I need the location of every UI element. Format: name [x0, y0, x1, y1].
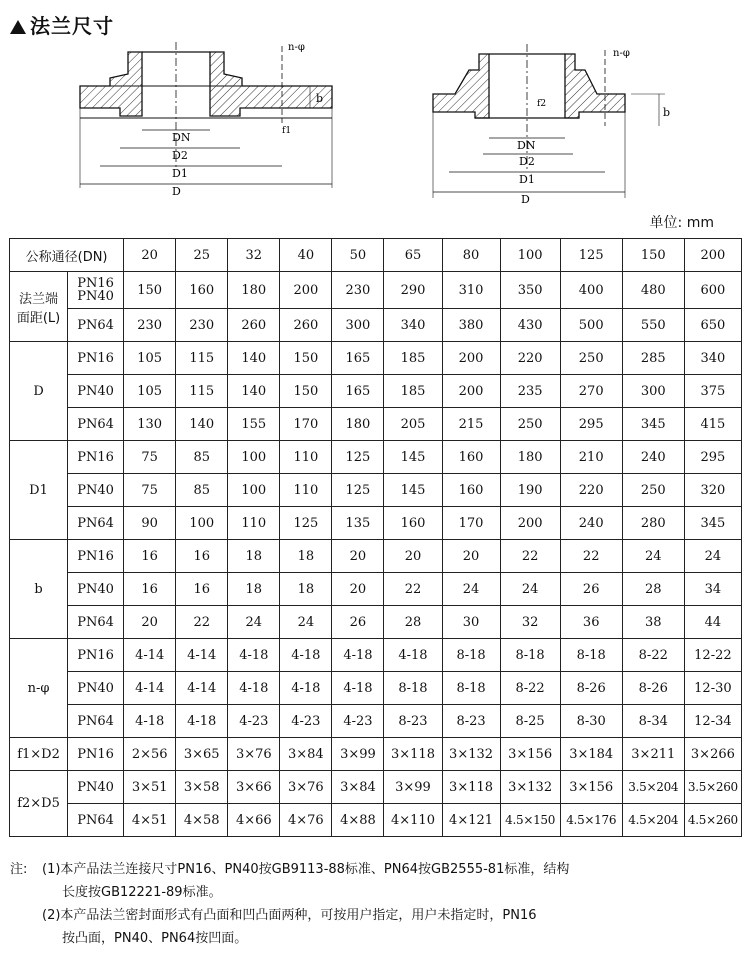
value-cell: 230: [176, 309, 228, 342]
value-cell: 220: [500, 342, 560, 375]
value-cell: 135: [332, 507, 384, 540]
value-cell: 18: [228, 573, 280, 606]
value-cell: 4-18: [384, 639, 442, 672]
value-cell: 340: [384, 309, 442, 342]
b-label: b: [663, 106, 671, 119]
value-cell: 345: [684, 507, 741, 540]
table-row: [10, 474, 742, 507]
value-cell: 8-18: [560, 639, 622, 672]
value-cell: 3×99: [384, 771, 442, 804]
value-cell: 230: [332, 272, 384, 309]
notes: [10, 858, 742, 950]
unit-label: 单位: mm: [649, 215, 714, 231]
value-cell: 20: [384, 540, 442, 573]
value-cell: 28: [622, 573, 684, 606]
pn-label: PN16: [68, 441, 124, 474]
value-cell: 100: [228, 441, 280, 474]
dn-label: DN: [172, 131, 191, 144]
value-cell: 8-34: [622, 705, 684, 738]
value-cell: 4×110: [384, 804, 442, 837]
value-cell: 34: [684, 573, 741, 606]
value-cell: 345: [622, 408, 684, 441]
value-cell: 30: [442, 606, 500, 639]
pn-label: PN64: [68, 408, 124, 441]
value-cell: 16: [124, 573, 176, 606]
value-cell: 350: [500, 272, 560, 309]
value-cell: 400: [560, 272, 622, 309]
value-cell: 115: [176, 375, 228, 408]
value-cell: 280: [622, 507, 684, 540]
header-label: 公称通径(DN): [10, 239, 124, 272]
value-cell: 24: [280, 606, 332, 639]
table-row: [10, 272, 742, 309]
group-label: D1: [10, 441, 68, 540]
value-cell: 4.5×204: [622, 804, 684, 837]
value-cell: 26: [332, 606, 384, 639]
value-cell: 4-18: [332, 672, 384, 705]
value-cell: 230: [124, 309, 176, 342]
pn-line: PN64: [77, 317, 114, 333]
value-cell: 18: [280, 573, 332, 606]
note-line: 长度按GB12221-89标准。: [62, 885, 222, 900]
value-cell: 4-14: [176, 672, 228, 705]
value-cell: 24: [622, 540, 684, 573]
value-cell: 75: [124, 474, 176, 507]
pn-line: PN16: [77, 276, 114, 291]
d-label: D: [172, 185, 181, 198]
group-label-line: 面距(L): [16, 310, 61, 326]
pn-label: PN40: [68, 672, 124, 705]
value-cell: 8-22: [622, 639, 684, 672]
value-cell: 20: [124, 606, 176, 639]
value-cell: 220: [560, 474, 622, 507]
table-row: [10, 239, 742, 272]
value-cell: 16: [176, 540, 228, 573]
value-cell: 190: [500, 474, 560, 507]
value-cell: 12-34: [684, 705, 741, 738]
dn-label: DN: [517, 139, 536, 152]
value-cell: 285: [622, 342, 684, 375]
value-cell: 3×99: [332, 738, 384, 771]
d1-label: D1: [172, 167, 188, 180]
value-cell: 22: [176, 606, 228, 639]
header-cell: 65: [384, 239, 442, 272]
value-cell: 4-18: [228, 672, 280, 705]
value-cell: 3×266: [684, 738, 741, 771]
value-cell: 4-18: [176, 705, 228, 738]
value-cell: 4-18: [228, 639, 280, 672]
value-cell: 16: [124, 540, 176, 573]
value-cell: 110: [228, 507, 280, 540]
pn-line: PN40: [77, 289, 114, 304]
value-cell: 300: [622, 375, 684, 408]
value-cell: 8-30: [560, 705, 622, 738]
value-cell: 430: [500, 309, 560, 342]
value-cell: 170: [442, 507, 500, 540]
value-cell: 185: [384, 342, 442, 375]
table-row: [10, 672, 742, 705]
value-cell: 3×65: [176, 738, 228, 771]
value-cell: 125: [332, 474, 384, 507]
value-cell: 4-14: [176, 639, 228, 672]
value-cell: 160: [442, 441, 500, 474]
value-cell: 22: [500, 540, 560, 573]
header-cell: 150: [622, 239, 684, 272]
value-cell: 295: [684, 441, 741, 474]
value-cell: 8-25: [500, 705, 560, 738]
value-cell: 150: [280, 375, 332, 408]
value-cell: 3×118: [442, 771, 500, 804]
note-line: (1)本产品法兰连接尺寸PN16、PN40按GB9113-88标准、PN64按GB2555-81标准，结构: [42, 862, 570, 877]
value-cell: 140: [228, 342, 280, 375]
table-row: [10, 507, 742, 540]
value-cell: 4.5×176: [560, 804, 622, 837]
header-cell: 32: [228, 239, 280, 272]
table-row: [10, 771, 742, 804]
value-cell: 18: [280, 540, 332, 573]
value-cell: 8-18: [500, 639, 560, 672]
value-cell: 8-18: [384, 672, 442, 705]
value-cell: 295: [560, 408, 622, 441]
value-cell: 3×132: [442, 738, 500, 771]
header-cell: 20: [124, 239, 176, 272]
value-cell: 20: [332, 540, 384, 573]
flange-drawing-recessed-face: [425, 40, 675, 205]
value-cell: 4×66: [228, 804, 280, 837]
value-cell: 180: [500, 441, 560, 474]
value-cell: 16: [176, 573, 228, 606]
group-label: n-φ: [10, 639, 68, 738]
header-cell: 125: [560, 239, 622, 272]
value-cell: 4×51: [124, 804, 176, 837]
b-label: b: [316, 92, 324, 105]
value-cell: 32: [500, 606, 560, 639]
value-cell: 145: [384, 474, 442, 507]
value-cell: 480: [622, 272, 684, 309]
table-row: [10, 441, 742, 474]
value-cell: 24: [500, 573, 560, 606]
note-line: 按凸面，PN40、PN64按凹面。: [62, 931, 248, 946]
d2-label: D2: [519, 155, 535, 168]
value-cell: 4×76: [280, 804, 332, 837]
value-cell: 130: [124, 408, 176, 441]
value-cell: 650: [684, 309, 741, 342]
value-cell: 380: [442, 309, 500, 342]
value-cell: 85: [176, 474, 228, 507]
value-cell: 3.5×260: [684, 771, 741, 804]
nphi-label: n-φ: [613, 48, 630, 59]
value-cell: 4×58: [176, 804, 228, 837]
value-cell: 3×84: [332, 771, 384, 804]
value-cell: 105: [124, 342, 176, 375]
group-label: D: [10, 342, 68, 441]
value-cell: 3×76: [228, 738, 280, 771]
value-cell: 215: [442, 408, 500, 441]
value-cell: 28: [384, 606, 442, 639]
table-row: [10, 540, 742, 573]
pn-label: PN16: [68, 342, 124, 375]
pn-label: PN64: [68, 804, 124, 837]
table-row: [10, 408, 742, 441]
table-row: [10, 705, 742, 738]
value-cell: 375: [684, 375, 741, 408]
value-cell: 145: [384, 441, 442, 474]
value-cell: 310: [442, 272, 500, 309]
value-cell: 110: [280, 441, 332, 474]
value-cell: 2×56: [124, 738, 176, 771]
pn-label: [68, 272, 124, 309]
value-cell: 12-22: [684, 639, 741, 672]
value-cell: 4×121: [442, 804, 500, 837]
value-cell: 200: [500, 507, 560, 540]
group-label: f1×D2: [10, 738, 68, 771]
value-cell: 185: [384, 375, 442, 408]
value-cell: 210: [560, 441, 622, 474]
value-cell: 4-23: [280, 705, 332, 738]
value-cell: 4-18: [280, 639, 332, 672]
value-cell: 105: [124, 375, 176, 408]
triangle-icon: [10, 20, 26, 34]
value-cell: 24: [228, 606, 280, 639]
value-cell: 250: [500, 408, 560, 441]
pn-label: PN16: [68, 639, 124, 672]
value-cell: 38: [622, 606, 684, 639]
value-cell: 3×51: [124, 771, 176, 804]
pn-label: PN40: [68, 771, 124, 804]
pn-label: [68, 309, 124, 342]
value-cell: 260: [228, 309, 280, 342]
value-cell: 140: [228, 375, 280, 408]
value-cell: 110: [280, 474, 332, 507]
table-row: [10, 606, 742, 639]
header-cell: 25: [176, 239, 228, 272]
notes-label: 注:: [10, 862, 28, 877]
value-cell: 4-14: [124, 672, 176, 705]
d-label: D: [521, 193, 530, 205]
value-cell: 235: [500, 375, 560, 408]
value-cell: 200: [280, 272, 332, 309]
value-cell: 3×76: [280, 771, 332, 804]
flange-drawing-raised-face: [60, 38, 340, 198]
value-cell: 170: [280, 408, 332, 441]
value-cell: 165: [332, 342, 384, 375]
value-cell: 20: [442, 540, 500, 573]
value-cell: 3×118: [384, 738, 442, 771]
value-cell: 8-18: [442, 639, 500, 672]
header-cell: 200: [684, 239, 741, 272]
value-cell: 115: [176, 342, 228, 375]
value-cell: 180: [228, 272, 280, 309]
value-cell: 125: [280, 507, 332, 540]
table-row: [10, 342, 742, 375]
flange-dimension-table: [9, 238, 742, 837]
value-cell: 270: [560, 375, 622, 408]
value-cell: 26: [560, 573, 622, 606]
value-cell: 320: [684, 474, 741, 507]
value-cell: 3×132: [500, 771, 560, 804]
value-cell: 600: [684, 272, 741, 309]
value-cell: 4-18: [280, 672, 332, 705]
value-cell: 140: [176, 408, 228, 441]
f2-label: f2: [537, 99, 547, 109]
value-cell: 240: [560, 507, 622, 540]
pn-label: PN64: [68, 606, 124, 639]
value-cell: 550: [622, 309, 684, 342]
d2-label: D2: [172, 149, 188, 162]
value-cell: 8-22: [500, 672, 560, 705]
value-cell: 4-18: [332, 639, 384, 672]
value-cell: 22: [384, 573, 442, 606]
value-cell: 4-14: [124, 639, 176, 672]
value-cell: 260: [280, 309, 332, 342]
table-row: [10, 573, 742, 606]
value-cell: 4.5×260: [684, 804, 741, 837]
value-cell: 22: [560, 540, 622, 573]
value-cell: 8-23: [384, 705, 442, 738]
group-label-line: 法兰端: [19, 291, 59, 307]
value-cell: 100: [176, 507, 228, 540]
value-cell: 8-26: [560, 672, 622, 705]
value-cell: 150: [124, 272, 176, 309]
value-cell: 240: [622, 441, 684, 474]
value-cell: 3×156: [500, 738, 560, 771]
pn-label: PN16: [68, 540, 124, 573]
value-cell: 4-23: [228, 705, 280, 738]
pn-label: PN64: [68, 705, 124, 738]
note-line: (2)本产品法兰密封面形式有凸面和凹凸面两种，可按用户指定，用户未指定时，PN16: [42, 908, 537, 923]
header-cell: 50: [332, 239, 384, 272]
value-cell: 90: [124, 507, 176, 540]
value-cell: 155: [228, 408, 280, 441]
pn-label: PN40: [68, 573, 124, 606]
value-cell: 75: [124, 441, 176, 474]
value-cell: 3×58: [176, 771, 228, 804]
value-cell: 4-23: [332, 705, 384, 738]
header-cell: 100: [500, 239, 560, 272]
value-cell: 3×156: [560, 771, 622, 804]
pn-label: PN40: [68, 375, 124, 408]
table-row: [10, 738, 742, 771]
header-cell: 80: [442, 239, 500, 272]
value-cell: 200: [442, 342, 500, 375]
value-cell: 4.5×150: [500, 804, 560, 837]
value-cell: 3×184: [560, 738, 622, 771]
value-cell: 20: [332, 573, 384, 606]
value-cell: 160: [384, 507, 442, 540]
value-cell: 160: [442, 474, 500, 507]
value-cell: 12-30: [684, 672, 741, 705]
group-label: b: [10, 540, 68, 639]
value-cell: 3×211: [622, 738, 684, 771]
value-cell: 415: [684, 408, 741, 441]
value-cell: 18: [228, 540, 280, 573]
table-row: [10, 804, 742, 837]
value-cell: 500: [560, 309, 622, 342]
value-cell: 205: [384, 408, 442, 441]
value-cell: 8-18: [442, 672, 500, 705]
group-label: f2×D5: [10, 771, 68, 837]
value-cell: 36: [560, 606, 622, 639]
value-cell: 3×66: [228, 771, 280, 804]
value-cell: 24: [442, 573, 500, 606]
value-cell: 100: [228, 474, 280, 507]
nphi-label: n-φ: [288, 42, 305, 53]
table-row: [10, 375, 742, 408]
value-cell: 85: [176, 441, 228, 474]
value-cell: 125: [332, 441, 384, 474]
value-cell: 4-18: [124, 705, 176, 738]
value-cell: 8-26: [622, 672, 684, 705]
pn-label: PN16: [68, 738, 124, 771]
value-cell: 165: [332, 375, 384, 408]
value-cell: 290: [384, 272, 442, 309]
value-cell: 44: [684, 606, 741, 639]
pn-label: PN64: [68, 507, 124, 540]
value-cell: 250: [622, 474, 684, 507]
page-title: 法兰尺寸: [10, 10, 114, 39]
value-cell: 250: [560, 342, 622, 375]
pn-label: PN40: [68, 474, 124, 507]
value-cell: 8-23: [442, 705, 500, 738]
value-cell: 4×88: [332, 804, 384, 837]
value-cell: 150: [280, 342, 332, 375]
group-label: [10, 272, 68, 342]
value-cell: 3×84: [280, 738, 332, 771]
value-cell: 160: [176, 272, 228, 309]
value-cell: 200: [442, 375, 500, 408]
table-row: [10, 309, 742, 342]
value-cell: 300: [332, 309, 384, 342]
value-cell: 3.5×204: [622, 771, 684, 804]
value-cell: 24: [684, 540, 741, 573]
value-cell: 180: [332, 408, 384, 441]
table-row: [10, 639, 742, 672]
f1-label: f1: [282, 126, 292, 136]
d1-label: D1: [519, 173, 535, 186]
value-cell: 340: [684, 342, 741, 375]
header-cell: 40: [280, 239, 332, 272]
